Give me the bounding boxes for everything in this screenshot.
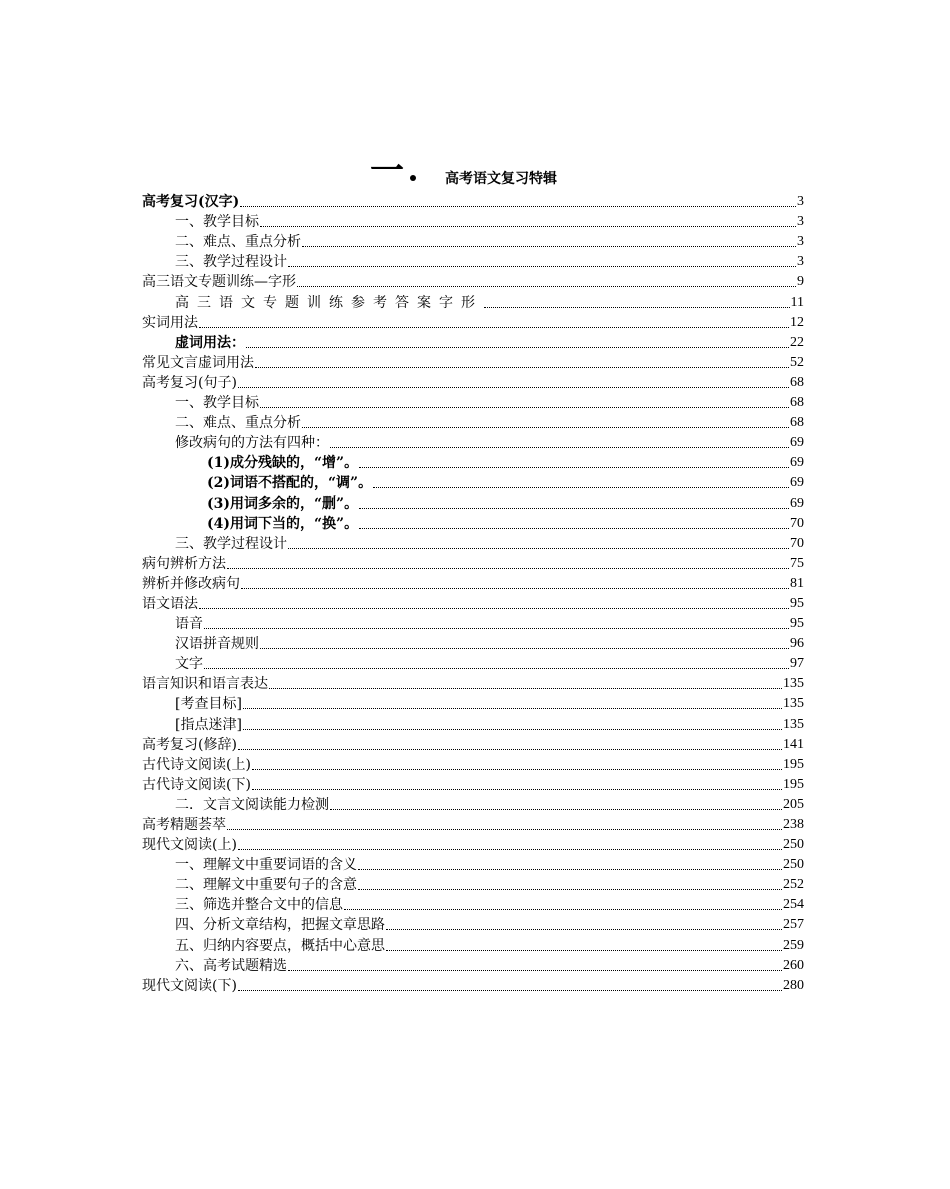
toc-dot-leader [227,568,789,569]
toc-page-number: 205 [783,796,804,812]
toc-entry-label: 语言知识和语言表达 [142,676,268,693]
toc-page-number: 9 [797,274,804,290]
toc-dot-leader [373,487,789,488]
toc-page-number: 69 [790,455,804,471]
toc-dot-leader [269,688,782,689]
toc-dot-leader [238,749,782,750]
toc-dot-leader [252,769,782,770]
toc-page-number: 135 [783,716,804,732]
toc-entry[interactable] [142,231,804,251]
toc-entry[interactable] [142,392,804,412]
toc-page-number: 12 [790,314,804,330]
toc-page-number: 260 [783,957,804,973]
toc-page-number: 3 [797,234,804,250]
toc-dot-leader [238,990,782,991]
toc-entry[interactable] [142,814,804,834]
toc-dot-leader [302,427,789,428]
toc-page-number: 70 [790,535,804,551]
toc-entry[interactable] [142,673,804,693]
toc-dot-leader [252,789,782,790]
toc-dot-leader [199,327,789,328]
toc-entry-label: 五、归纳内容要点，概括中心意思 [175,937,385,954]
toc-entry[interactable] [142,332,804,352]
toc-entry-label: 高三语文专题训练—字形 [142,274,296,291]
toc-entry[interactable] [142,271,804,291]
toc-dot-leader [246,347,789,348]
toc-page-number: 22 [790,334,804,350]
toc-entry-label: 现代文阅读(下) [142,977,237,994]
toc-dot-leader [359,467,789,468]
toc-entry-label: 虚词用法： [175,334,245,351]
toc-entry[interactable] [142,312,804,332]
toc-dot-leader [204,628,789,629]
toc-entry-label: (4)用词下当的，“换”。 [207,515,359,532]
toc-entry[interactable] [142,894,804,914]
toc-entry[interactable] [142,754,804,774]
toc-page-number: 70 [790,515,804,531]
toc-dot-leader [238,387,789,388]
toc-entry[interactable] [142,513,804,533]
toc-entry-label: 实词用法 [142,314,198,331]
toc-dot-leader [330,809,782,810]
toc-entry-label: 汉语拼音规则 [175,636,259,653]
toc-dot-leader [204,668,789,669]
toc-page-number: 68 [790,415,804,431]
toc-page-number: 3 [797,214,804,230]
toc-entry-label: 常见文言虚词用法 [142,354,254,371]
toc-entry[interactable] [142,975,804,995]
toc-dot-leader [227,829,782,830]
toc-entry-label: 高考复习(汉字) [142,194,240,211]
toc-entry-label: (2)词语不搭配的，“调”。 [207,475,373,492]
toc-page-number: 238 [783,817,804,832]
toc-entry-label: 现代文阅读(上) [142,837,237,854]
toc-entry[interactable] [142,472,804,492]
toc-page-number: 3 [797,194,804,210]
toc-entry-label: 一、教学目标 [175,214,259,231]
toc-dot-leader [255,367,789,368]
toc-entry-label: 二、理解文中重要句子的含意 [175,877,357,894]
toc-page-number: 69 [790,495,804,511]
toc-dot-leader [288,548,789,549]
toc-page-number: 97 [790,656,804,672]
toc-page-number: 135 [783,676,804,692]
toc-entry[interactable] [142,291,804,311]
toc-entry-label: 高考复习(句子) [142,374,237,391]
toc-entry[interactable] [142,794,804,814]
toc-entry[interactable] [142,533,804,553]
toc-entry-label: 六、高考试题精选 [175,957,287,974]
toc-entry-label: 语音 [175,616,203,633]
heading-numeral: 一 [370,151,404,191]
document-heading [0,151,950,191]
toc-entry-label: 辨析并修改病句 [142,575,240,592]
toc-entry-label: [指点迷津] [175,716,242,733]
toc-entry[interactable] [142,854,804,874]
toc-page-number: 95 [790,616,804,632]
toc-page-number: 68 [790,395,804,411]
toc-page-number: 259 [783,937,804,953]
toc-dot-leader [199,608,789,609]
toc-dot-leader [359,528,789,529]
toc-dot-leader [240,206,796,207]
toc-entry[interactable] [142,372,804,392]
toc-dot-leader [358,889,782,890]
toc-page-number: 252 [783,877,804,893]
page-title: 高考语文复习特辑 [445,171,557,187]
toc-page-number: 250 [783,837,804,853]
toc-dot-leader [241,588,789,589]
toc-dot-leader [302,246,796,247]
toc-dot-leader [243,729,782,730]
toc-page-number: 75 [790,555,804,571]
toc-entry-label: 一、理解文中重要词语的含义 [175,857,357,874]
toc-dot-leader [288,970,782,971]
toc-dot-leader [238,849,782,850]
toc-entry[interactable] [142,352,804,372]
toc-entry-label: 语文语法 [142,595,198,612]
toc-page-number: 3 [797,254,804,270]
toc-entry-label: (1)成分残缺的，“增”。 [207,455,359,472]
toc-page-number: 96 [790,636,804,652]
toc-entry[interactable] [142,713,804,733]
toc-dot-leader [260,226,796,227]
toc-entry-label: 三、教学过程设计 [175,254,287,271]
toc-dot-leader [344,909,782,910]
toc-entry[interactable] [142,734,804,754]
toc-entry-label: 文字 [175,656,203,673]
toc-entry[interactable] [142,211,804,231]
toc-entry-label: 二、难点、重点分析 [175,415,301,432]
toc-page-number: 195 [783,776,804,792]
toc-page-number: 95 [790,595,804,611]
toc-entry-label: 古代诗文阅读(上) [142,756,251,773]
toc-entry-label: 高三语文专题训练参考答案字形 [175,294,483,311]
toc-page-number: 280 [783,977,804,993]
toc-entry-label: [考查目标] [175,696,242,713]
toc-entry[interactable] [142,412,804,432]
toc-entry[interactable] [142,492,804,512]
toc-entry[interactable] [142,653,804,673]
toc-entry[interactable] [142,914,804,934]
toc-entry-label: 高考精题荟萃 [142,817,226,833]
toc-dot-leader [260,648,789,649]
toc-entry[interactable] [142,934,804,954]
toc-entry[interactable] [142,251,804,271]
toc-dot-leader [288,266,796,267]
toc-dot-leader [243,708,782,709]
toc-entry-label: 三、教学过程设计 [175,535,287,552]
toc-page-number: 250 [783,857,804,873]
toc-page-number: 69 [790,435,804,451]
toc-page-number: 254 [783,897,804,913]
bullet-icon [410,175,416,181]
toc-entry[interactable] [142,553,804,573]
toc-entry-label: 一、教学目标 [175,395,259,412]
toc-entry[interactable] [142,874,804,894]
toc-entry-label: 二、难点、重点分析 [175,234,301,251]
toc-entry[interactable] [142,693,804,713]
toc-dot-leader [358,869,782,870]
toc-entry[interactable] [142,191,804,211]
toc-entry[interactable] [142,834,804,854]
toc-entry-label: (3)用词多余的，“删”。 [207,495,359,512]
toc-entry-label: 修改病句的方法有四种： [175,435,329,452]
toc-entry[interactable] [142,633,804,653]
toc-page-number: 11 [790,294,804,310]
toc-entry-label: 三、筛选并整合文中的信息 [175,897,343,914]
toc-entry-label: 二．文言文阅读能力检测 [175,796,329,813]
toc-entry[interactable] [142,955,804,975]
toc-entry-label: 古代诗文阅读(下) [142,776,251,793]
toc-page-number: 69 [790,475,804,491]
toc-page-number: 257 [783,917,804,933]
toc-entry[interactable] [142,573,804,593]
toc-entry[interactable] [142,774,804,794]
toc-entry[interactable] [142,593,804,613]
toc-page-number: 141 [783,736,804,752]
toc-dot-leader [359,508,789,509]
toc-entry-label: 病句辨析方法 [142,555,226,572]
toc-entry[interactable] [142,432,804,452]
toc-page-number: 52 [790,354,804,370]
toc-page-number: 81 [790,575,804,591]
toc-entry[interactable] [142,613,804,633]
toc-page-number: 135 [783,696,804,712]
toc-dot-leader [386,929,782,930]
toc-dot-leader [297,286,796,287]
toc-page-number: 68 [790,374,804,390]
toc-entry-label: 四、分析文章结构，把握文章思路 [175,917,385,934]
toc-dot-leader [330,447,789,448]
toc-dot-leader [386,950,782,951]
table-of-contents [142,191,804,995]
toc-dot-leader [260,407,789,408]
toc-entry[interactable] [142,452,804,472]
toc-page-number: 195 [783,756,804,772]
toc-dot-leader [484,307,790,308]
toc-entry-label: 高考复习(修辞) [142,736,237,753]
